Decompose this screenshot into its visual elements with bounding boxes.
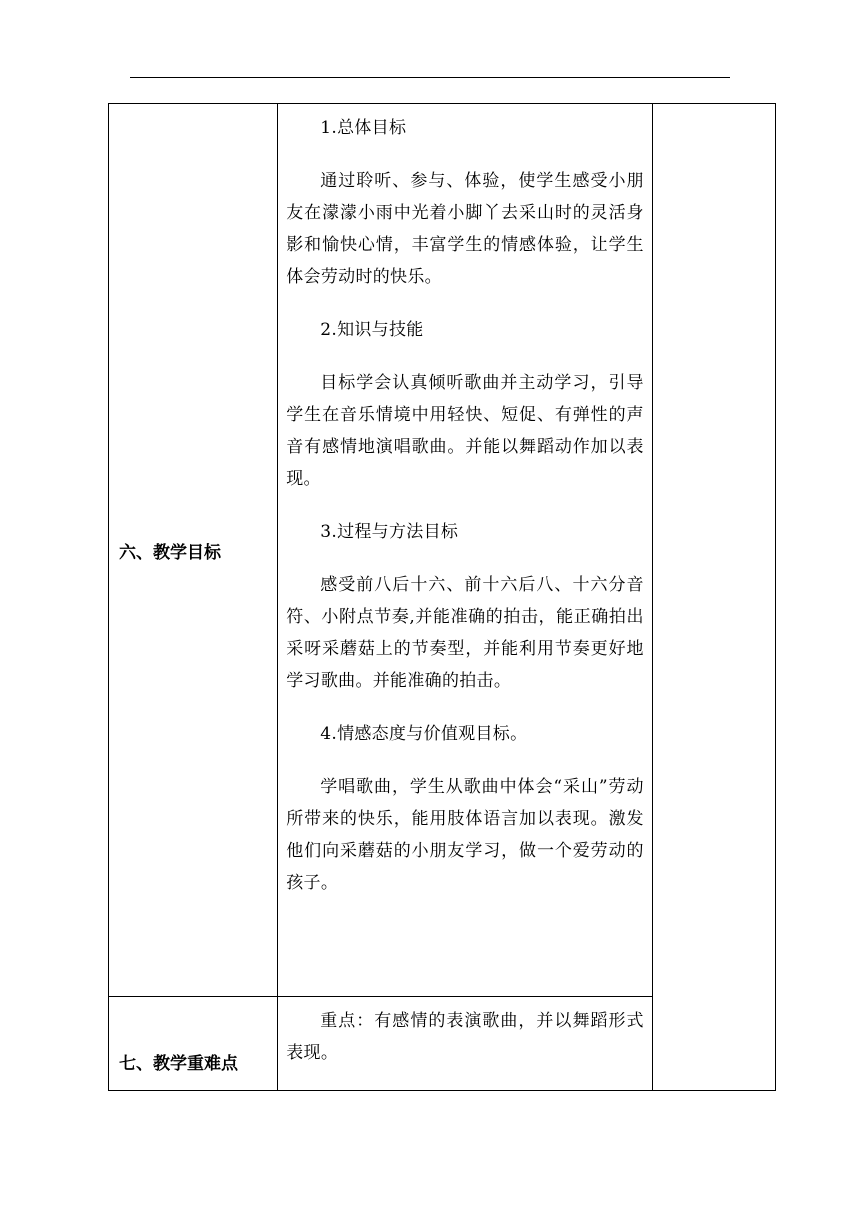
header-rule <box>130 77 730 78</box>
overall-goal-heading: 1.总体目标 <box>320 118 407 138</box>
teaching-goals-notes-cell <box>652 104 775 1091</box>
key-point-text: 重点：有感情的表演歌曲，并以舞蹈形式表现。 <box>286 1011 644 1063</box>
key-points-content <box>278 997 653 1091</box>
attitude-values-heading: 4.情感态度与价值观目标。 <box>320 724 528 744</box>
knowledge-skills-text: 目标学会认真倾听歌曲并主动学习，引导学生在音乐情境中用轻快、短促、有弹性的声音有感情地演唱歌曲。并能以舞蹈动作加以表现。 <box>286 373 644 489</box>
teaching-goals-label: 六、教学目标 <box>109 104 278 997</box>
process-method-text: 感受前八后十六、前十六后八、十六分音符、小附点节奏,并能准确的拍击，能正确拍出采呀采蘑菇上的节奏型，并能利用节奏更好地学习歌曲。并能准确的拍击。 <box>286 575 644 691</box>
teaching-goals-content <box>278 104 653 997</box>
key-points-label: 七、教学重难点 <box>109 997 278 1091</box>
knowledge-skills-heading: 2.知识与技能 <box>320 320 424 340</box>
process-method-heading: 3.过程与方法目标 <box>320 522 459 542</box>
attitude-values-text: 学唱歌曲，学生从歌曲中体会“采山”劳动所带来的快乐，能用肢体语言加以表现。激发他们向采蘑菇的小朋友学习，做一个爱劳动的孩子。 <box>286 777 644 893</box>
overall-goal-text: 通过聆听、参与、体验，使学生感受小朋友在濛濛小雨中光着小脚丫去采山时的灵活身影和愉快心情，丰富学生的情感体验，让学生体会劳动时的快乐。 <box>286 171 644 287</box>
lesson-plan-table <box>108 103 776 1091</box>
table-row-teaching-goals <box>109 104 776 997</box>
